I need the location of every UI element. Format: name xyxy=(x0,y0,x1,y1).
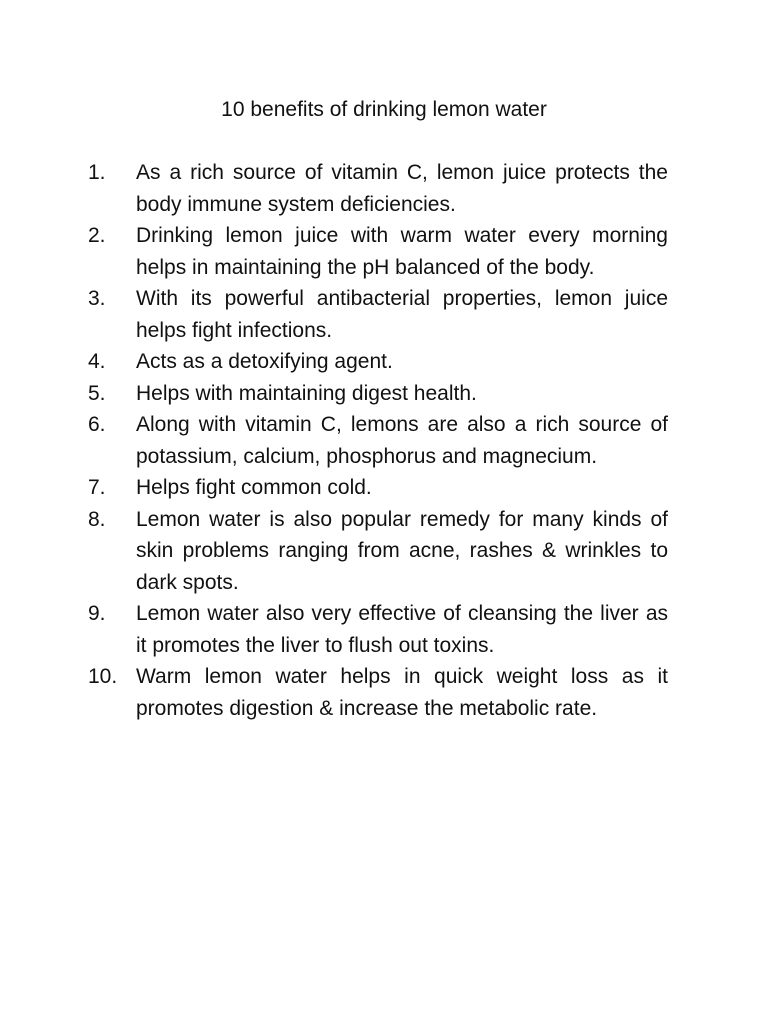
benefit-text: With its powerful antibacterial properties, lemon juice helps fight infections. xyxy=(136,287,668,342)
benefit-text: Helps fight common cold. xyxy=(136,476,372,499)
benefit-text: Acts as a detoxifying agent. xyxy=(136,350,393,373)
benefit-item-7 xyxy=(88,472,668,504)
benefits-list xyxy=(88,157,668,724)
benefit-number: 10. xyxy=(88,665,118,688)
benefit-item-4 xyxy=(88,346,668,378)
benefit-item-3 xyxy=(88,283,668,346)
benefit-item-9 xyxy=(88,598,668,661)
benefit-item-5 xyxy=(88,378,668,410)
benefit-number: 1. xyxy=(88,161,106,184)
benefit-number: 2. xyxy=(88,224,106,247)
benefit-item-6 xyxy=(88,409,668,472)
benefit-number: 7. xyxy=(88,476,106,499)
benefit-number: 4. xyxy=(88,350,106,373)
benefit-item-2 xyxy=(88,220,668,283)
document-title: 10 benefits of drinking lemon water xyxy=(221,98,547,121)
benefit-item-10 xyxy=(88,661,668,724)
benefit-number: 5. xyxy=(88,381,106,405)
benefit-item-8 xyxy=(88,504,668,599)
benefit-number: 8. xyxy=(88,507,106,531)
benefit-text: Helps with maintaining digest health. xyxy=(136,381,477,405)
benefit-text: Lemon water is also popular remedy for many kinds of skin problems ranging from acne, rashes & wrinkles to dark spots. xyxy=(136,507,668,594)
benefit-number: 6. xyxy=(88,413,106,436)
benefit-item-1 xyxy=(88,157,668,220)
benefit-text: As a rich source of vitamin C, lemon juice protects the body immune system deficiencies. xyxy=(136,161,668,216)
benefit-number: 3. xyxy=(88,287,106,310)
benefit-text: Along with vitamin C, lemons are also a rich source of potassium, calcium, phosphorus and magnecium. xyxy=(136,413,668,468)
benefit-text: Warm lemon water helps in quick weight loss as it promotes digestion & increase the metabolic rate. xyxy=(136,665,668,720)
benefit-number: 9. xyxy=(88,602,106,625)
benefit-text: Drinking lemon juice with warm water every morning helps in maintaining the pH balanced of the body. xyxy=(136,224,668,279)
benefit-text: Lemon water also very effective of cleansing the liver as it promotes the liver to flush out toxins. xyxy=(136,602,668,657)
